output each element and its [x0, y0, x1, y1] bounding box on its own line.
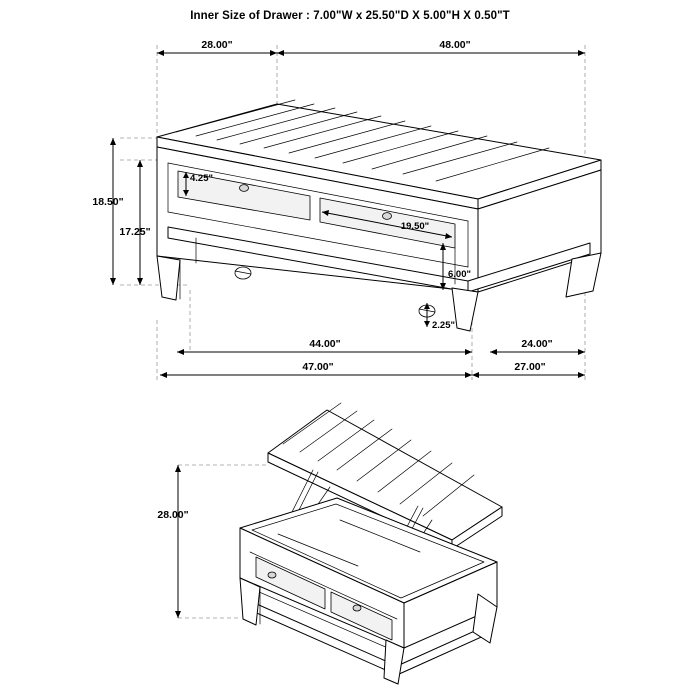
dim-drawer-width: 19.50"	[400, 221, 430, 232]
dim-depth-top-left: 28.00"	[201, 39, 233, 51]
dim-drawer-height: 4.25"	[190, 173, 213, 184]
dim-height-to-apron-left: 17.25"	[119, 226, 151, 238]
dim-shelf-clearance: 6.00"	[448, 269, 471, 280]
dim-top-width-outer: 47.00"	[302, 361, 334, 373]
dim-caster-height: 2.25"	[432, 320, 455, 331]
dim-base-width-inner: 44.00"	[309, 338, 341, 350]
page-title: Inner Size of Drawer : 7.00"W x 25.50"D X 5.00"H X 0.50"T	[190, 10, 510, 22]
dim-width-top-right: 48.00"	[439, 39, 471, 51]
dim-lift-open-height: 28.00"	[157, 509, 189, 521]
dim-height-total-left: 18.50"	[92, 196, 124, 208]
dim-top-depth-outer: 27.00"	[514, 361, 546, 373]
dim-base-depth-inner: 24.00"	[521, 338, 553, 350]
